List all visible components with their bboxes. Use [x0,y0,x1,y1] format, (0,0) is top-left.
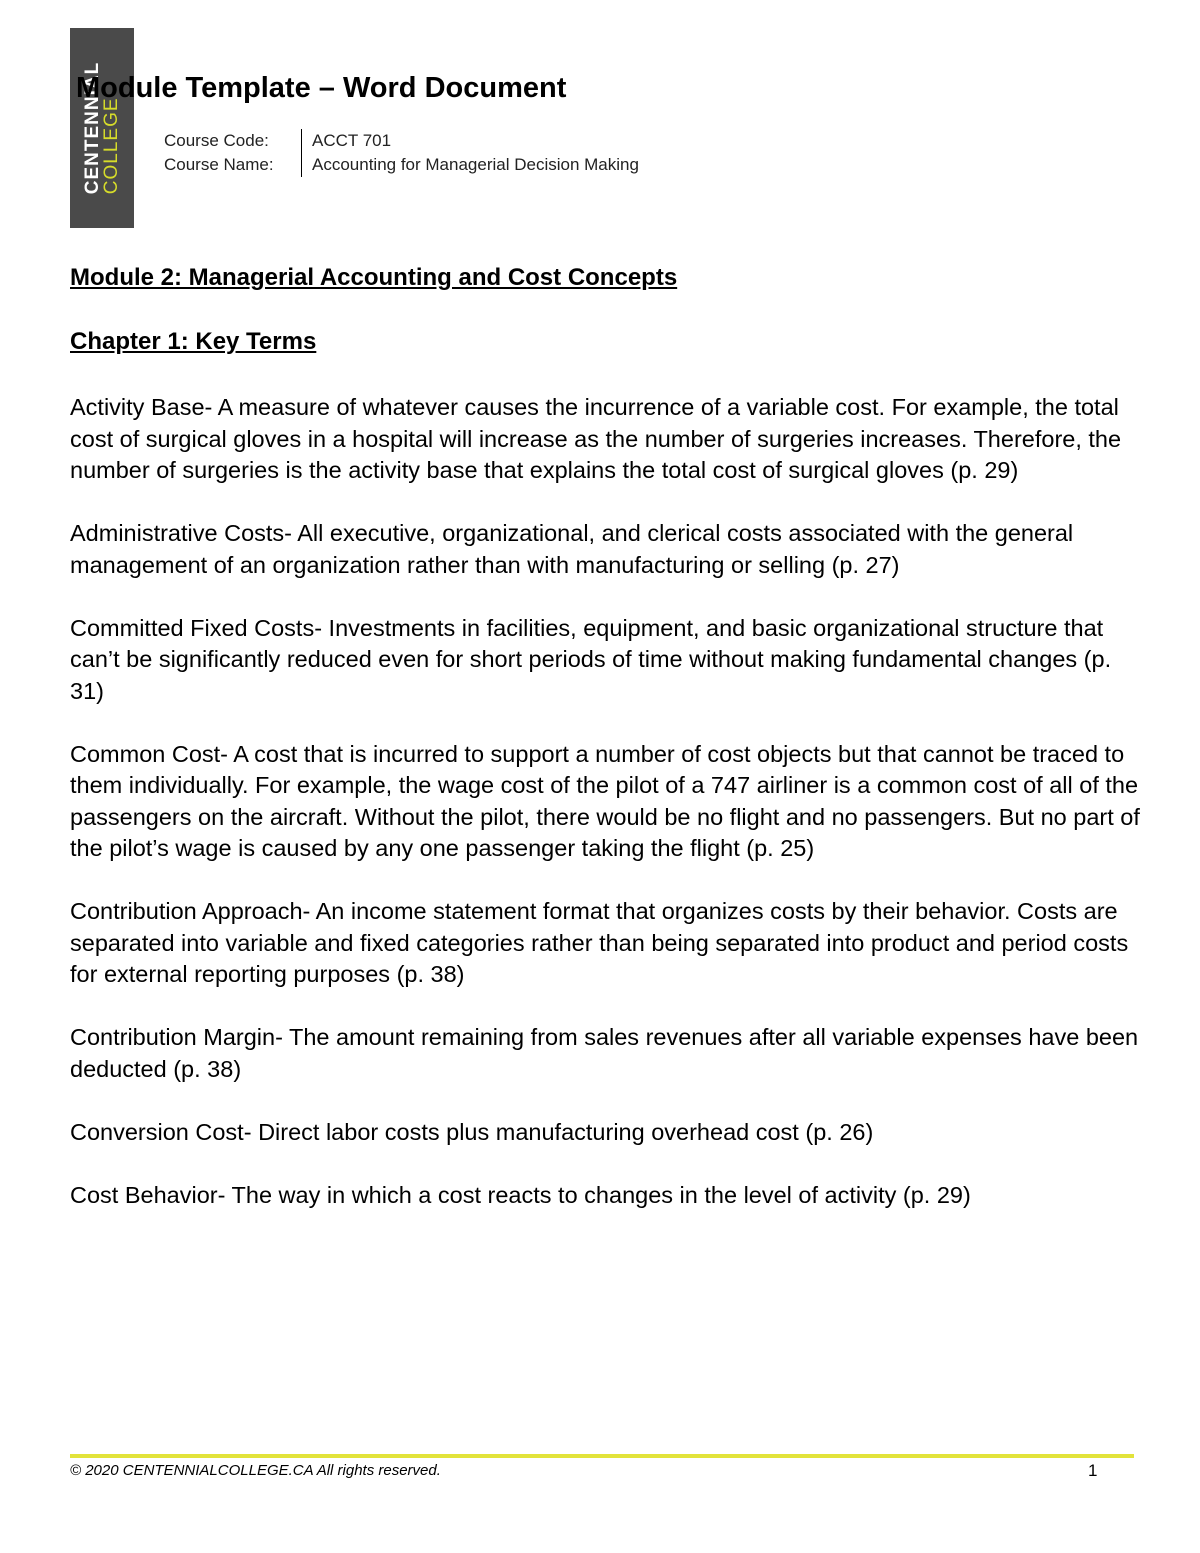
course-code-value: ACCT 701 [312,131,392,150]
logo-line-centennial: CENTENNIAL [82,61,103,195]
term-contribution-margin: Contribution Margin- The amount remaining from sales revenues after all variable expenses have been deducted (p. 38) [70,1024,1139,1082]
term-conversion-cost: Conversion Cost- Direct labor costs plus manufacturing overhead cost (p. 26) [70,1118,874,1145]
term-activity-base: Activity Base- A measure of whatever causes the incurrence of a variable cost. For example, the total cost of surgical gloves in a hospital will increase as the number of surgeries increases. Therefore, the number of surgeries is the activity base that explains the total cost of surgical gloves (p. 29) [70,394,1122,483]
module-heading: Module 2: Managerial Accounting and Cost Concepts [70,264,678,291]
logo-line-college: COLLEGE [101,97,122,195]
term-cost-behavior: Cost Behavior- The way in which a cost reacts to changes in the level of activity (p. 29) [70,1181,971,1208]
course-code-row [164,129,639,153]
course-name-value: Accounting for Managerial Decision Making [312,155,639,174]
term-committed-fixed-costs: Committed Fixed Costs- Investments in facilities, equipment, and basic organizational structure that can’t be significantly reduced even for short periods of time without making fundamental changes (p. 31) [70,614,1112,704]
term-common-cost: Common Cost- A cost that is incurred to support a number of cost objects but that cannot be traced to them individually. For example, the wage cost of the pilot of a 747 airliner is a common cost of all of the passengers on the aircraft. Without the pilot, there would be no flight and no passengers. But no part of the pilot’s wage is caused by any one passenger taking the flight (p. 25) [70,740,1140,861]
chapter-heading: Chapter 1: Key Terms [70,328,317,355]
page-number: 1 [1088,1461,1098,1480]
course-info-table [164,129,639,177]
course-name-label: Course Name: [164,153,302,177]
key-terms-list [70,392,1140,1243]
course-name-row [164,153,639,177]
document-title: Module Template – Word Document [76,72,567,104]
centennial-college-logo [70,28,134,228]
footer-copyright: © 2020 CENTENNIALCOLLEGE.CA All rights reserved. [70,1462,441,1479]
term-administrative-costs: Administrative Costs- All executive, organizational, and clerical costs associated with the general management of an organization rather than with manufacturing or selling (p. 27) [70,520,1074,578]
course-code-label: Course Code: [164,129,302,153]
term-contribution-approach: Contribution Approach- An income statement format that organizes costs by their behavior. Costs are separated into variable and fixed categories rather than being separated into product and period costs for external reporting purposes (p. 38) [70,898,1129,987]
footer-divider [70,1454,1134,1458]
